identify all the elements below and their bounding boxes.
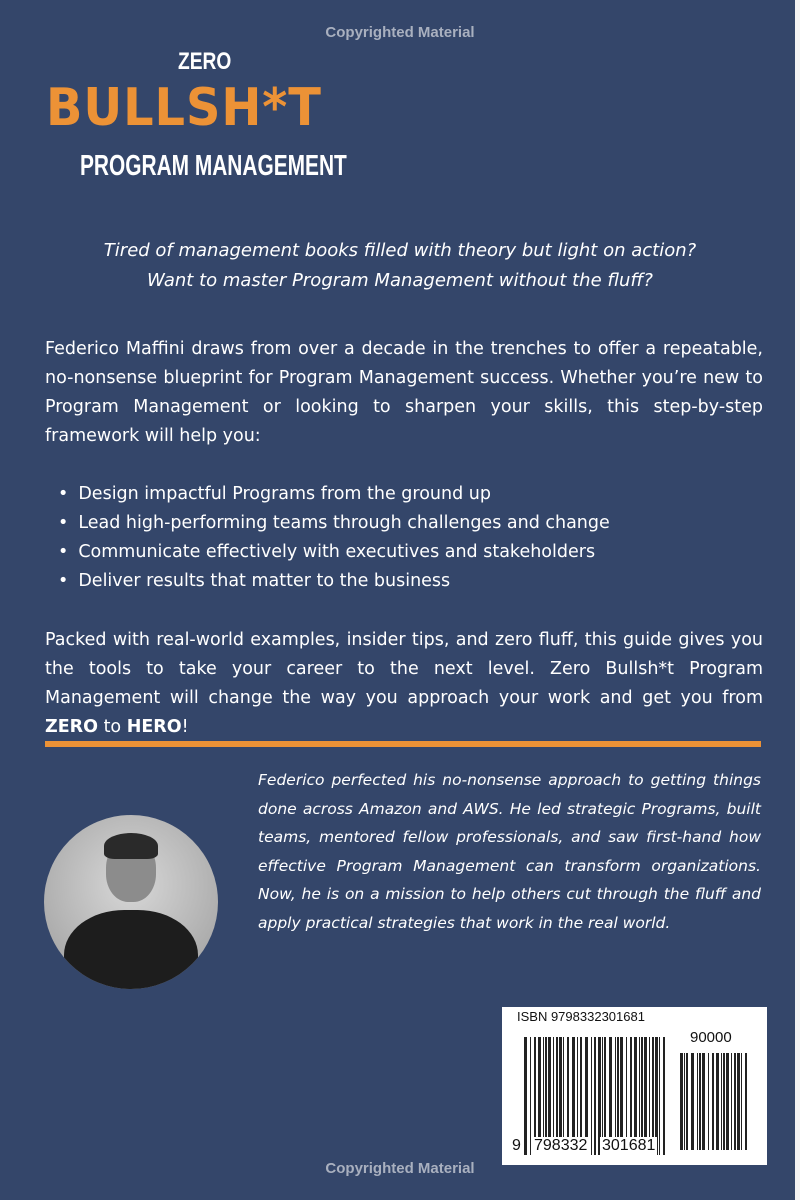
closing-end: !	[181, 717, 189, 737]
watermark-bottom: Copyrighted Material	[325, 1160, 475, 1177]
closing-text-2: Zero Bullsh*t Program Management will change the way you approach your work and get you from	[45, 659, 763, 708]
title-zero: ZERO	[178, 48, 232, 75]
barcode-bar	[712, 1053, 714, 1150]
barcode-bar	[737, 1053, 740, 1150]
barcode-bar	[708, 1053, 709, 1150]
barcode-digits	[502, 1137, 672, 1159]
author-body	[64, 910, 198, 989]
barcode-bar	[745, 1053, 747, 1150]
barcode-bar	[691, 1053, 694, 1150]
price-code: 90000	[690, 1029, 732, 1046]
closing-text-1: Packed with real-world examples, insider tips, and zero fluff, this guide gives you the tools to take your career to the next level.	[45, 630, 763, 679]
barcode-bars-addon	[680, 1053, 752, 1150]
hero-emphasis: HERO	[126, 717, 182, 737]
title-program-management: PROGRAM MANAGEMENT	[80, 150, 347, 182]
barcode-bar	[680, 1053, 683, 1150]
barcode-bar	[731, 1053, 732, 1150]
barcode-bar	[697, 1053, 698, 1150]
barcode-bar	[734, 1053, 736, 1150]
barcode-bar	[716, 1053, 719, 1150]
barcode-bar	[699, 1053, 701, 1150]
barcode-bar	[684, 1053, 685, 1150]
barcode-bar	[726, 1053, 729, 1150]
barcode-bar	[723, 1053, 725, 1150]
list-item: • Deliver results that matter to the business	[58, 567, 610, 596]
barcode-bar	[741, 1053, 742, 1150]
author-bio: Federico perfected his no-nonsense approach to getting things done across Amazon and AWS. He led strategic Programs, built teams, mentored fellow professionals, and saw first-hand how effective Program Management can transform organizations. Now, he is on a mission to help others cut through the fluff and apply practical strategies that work in the real world.	[258, 771, 761, 932]
tagline-2: Want to master Program Management without the fluff?	[147, 270, 653, 291]
isbn-barcode	[502, 1007, 767, 1165]
intro-paragraph: Federico Maffini draws from over a decade in the trenches to offer a repeatable, no-nonsense blueprint for Program Management success. Whether you’re new to Program Management or looking to sharpen your skills, this step-by-step framework will help you:	[45, 339, 763, 446]
author-hair	[104, 833, 158, 859]
barcode-bar	[721, 1053, 722, 1150]
orange-divider	[45, 741, 761, 747]
list-item: • Lead high-performing teams through challenges and change	[58, 509, 610, 538]
benefit-list	[58, 480, 610, 596]
isbn-label: ISBN 9798332301681	[517, 1009, 645, 1024]
watermark-top: Copyrighted Material	[325, 24, 475, 41]
barcode-bar	[686, 1053, 688, 1150]
barcode-digit-group-1: 798332	[534, 1137, 588, 1154]
author-photo	[44, 815, 218, 989]
page-edge	[795, 0, 800, 1200]
closing-paragraph	[45, 626, 763, 742]
barcode-digit-first: 9	[512, 1137, 521, 1154]
zero-emphasis: ZERO	[45, 717, 98, 737]
closing-to: to	[98, 717, 127, 737]
list-item: • Design impactful Programs from the ground up	[58, 480, 610, 509]
list-item: • Communicate effectively with executives and stakeholders	[58, 538, 610, 567]
barcode-bar	[702, 1053, 705, 1150]
title-bullshit: BULLSH*T	[46, 78, 322, 138]
tagline-1: Tired of management books filled with theory but light on action?	[103, 240, 697, 261]
barcode-digit-group-2: 301681	[602, 1137, 656, 1154]
